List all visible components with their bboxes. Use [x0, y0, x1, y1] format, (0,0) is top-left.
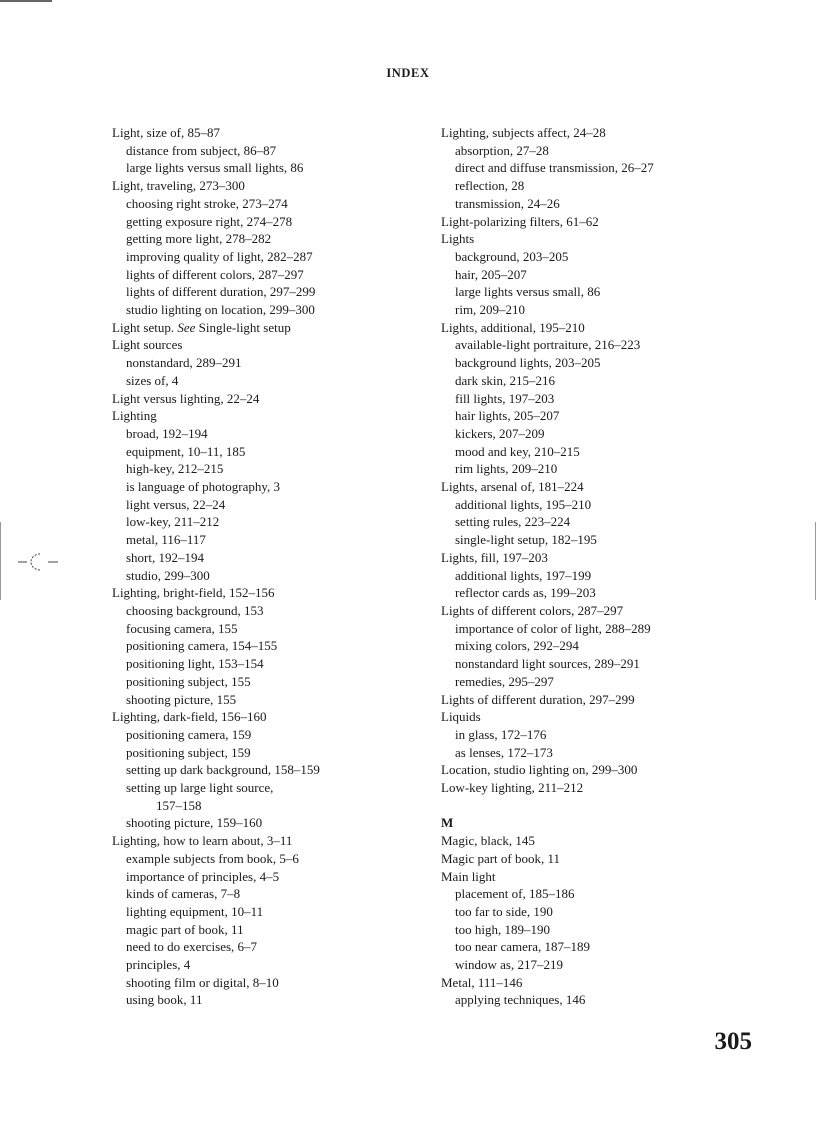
index-subentry: shooting film or digital, 8–10 — [126, 974, 279, 990]
index-subentry: remedies, 295–297 — [455, 673, 554, 689]
index-entry: Lighting, bright-field, 152–156 — [112, 585, 275, 601]
index-subentry: lights of different colors, 287–297 — [126, 266, 304, 282]
index-subentry: low-key, 211–212 — [126, 514, 220, 530]
index-subentry: background, 203–205 — [455, 248, 569, 264]
index-subentry: short, 192–194 — [126, 549, 204, 565]
index-entry: Main light — [441, 868, 496, 884]
index-entry: Lighting, how to learn about, 3–11 — [112, 833, 293, 849]
index-subentry: background lights, 203–205 — [455, 355, 601, 371]
running-head: INDEX — [386, 66, 430, 80]
index-subentry: broad, 192–194 — [126, 425, 208, 441]
index-subentry: setting rules, 223–224 — [455, 514, 571, 530]
index-subentry: equipment, 10–11, 185 — [126, 443, 246, 459]
crop-mark — [0, 522, 1, 600]
index-subentry: placement of, 185–186 — [455, 886, 575, 902]
index-subentry: setting up dark background, 158–159 — [126, 762, 320, 778]
index-subentry: improving quality of light, 282–287 — [126, 248, 313, 264]
index-subentry: kickers, 207–209 — [455, 425, 545, 441]
index-subentry: nonstandard light sources, 289–291 — [455, 656, 640, 672]
index-subentry: fill lights, 197–203 — [455, 390, 555, 406]
index-entry: Lights of different duration, 297–299 — [441, 691, 635, 707]
index-column-right — [441, 124, 761, 1009]
index-letter-heading: M — [441, 815, 454, 831]
index-subentry: too high, 189–190 — [455, 921, 550, 937]
index-entry: Metal, 111–146 — [441, 974, 523, 990]
index-subentry: shooting picture, 155 — [126, 691, 237, 707]
index-subentry: positioning subject, 159 — [126, 744, 251, 760]
index-entry: Light sources — [112, 337, 183, 353]
entry-text: Light setup. — [112, 319, 178, 335]
index-column-left — [112, 124, 412, 1009]
index-subentry: large lights versus small, 86 — [455, 284, 601, 300]
index-subentry: additional lights, 197–199 — [455, 567, 592, 583]
index-subentry: kinds of cameras, 7–8 — [126, 886, 241, 902]
index-subentry: using book, 11 — [126, 992, 203, 1008]
index-entry: Magic part of book, 11 — [441, 850, 561, 866]
index-subentry: lighting equipment, 10–11 — [126, 903, 264, 919]
index-subentry: hair lights, 205–207 — [455, 408, 560, 424]
index-subentry: high-key, 212–215 — [126, 461, 224, 477]
index-entry: Lighting, subjects affect, 24–28 — [441, 125, 606, 140]
index-subentry: hair, 205–207 — [455, 266, 527, 282]
index-subentry: dark skin, 215–216 — [455, 372, 556, 388]
index-subentry: as lenses, 172–173 — [455, 744, 553, 760]
index-subentry: distance from subject, 86–87 — [126, 142, 277, 158]
index-subentry: positioning camera, 159 — [126, 726, 252, 742]
index-subentry: nonstandard, 289–291 — [126, 355, 242, 371]
index-subentry: setting up large light source, — [126, 780, 274, 796]
index-entry: Lights, arsenal of, 181–224 — [441, 479, 584, 495]
index-subentry: studio lighting on location, 299–300 — [126, 302, 315, 318]
index-subentry: shooting picture, 159–160 — [126, 815, 263, 831]
index-subentry: magic part of book, 11 — [126, 921, 244, 937]
index-subentry: importance of principles, 4–5 — [126, 868, 280, 884]
index-entry: Magic, black, 145 — [441, 833, 535, 849]
index-subentry: reflector cards as, 199–203 — [455, 585, 596, 601]
section-spacer — [441, 797, 761, 815]
index-subentry: sizes of, 4 — [126, 372, 179, 388]
index-subentry: in glass, 172–176 — [455, 726, 547, 742]
index-entry: Lights — [441, 231, 475, 247]
index-subentry: getting more light, 278–282 — [126, 231, 272, 247]
index-subentry: mood and key, 210–215 — [455, 443, 580, 459]
index-subentry: lights of different duration, 297–299 — [126, 284, 316, 300]
index-entry: Lights, fill, 197–203 — [441, 549, 548, 565]
see-reference: See — [177, 319, 196, 335]
index-entry — [112, 319, 412, 337]
registration-mark-icon — [18, 550, 58, 574]
index-subentry: additional lights, 195–210 — [455, 496, 592, 512]
index-subentry: transmission, 24–26 — [455, 195, 560, 211]
index-subentry: light versus, 22–24 — [126, 496, 226, 512]
index-entry: Light versus lighting, 22–24 — [112, 390, 260, 406]
index-subentry: reflection, 28 — [455, 178, 525, 194]
page-number: 305 — [714, 1028, 752, 1055]
index-subentry: positioning subject, 155 — [126, 673, 251, 689]
index-entry: Lighting — [112, 408, 157, 424]
index-subentry: example subjects from book, 5–6 — [126, 850, 299, 866]
index-subentry: direct and diffuse transmission, 26–27 — [455, 160, 654, 176]
crop-mark — [0, 0, 52, 2]
index-subentry: too near camera, 187–189 — [455, 939, 591, 955]
index-entry: Light, size of, 85–87 — [112, 125, 220, 140]
index-entry: Lights, additional, 195–210 — [441, 319, 585, 335]
index-subentry: mixing colors, 292–294 — [455, 638, 579, 654]
index-entry: Lighting, dark-field, 156–160 — [112, 709, 267, 725]
index-subentry: getting exposure right, 274–278 — [126, 213, 293, 229]
index-entry: Light, traveling, 273–300 — [112, 178, 245, 194]
index-subentry: 157–158 — [156, 797, 202, 813]
index-subentry: applying techniques, 146 — [455, 992, 586, 1008]
index-subentry: need to do exercises, 6–7 — [126, 939, 258, 955]
index-subentry: rim, 209–210 — [455, 302, 526, 318]
index-subentry: choosing background, 153 — [126, 602, 264, 618]
index-subentry: metal, 116–117 — [126, 532, 206, 548]
index-subentry: large lights versus small lights, 86 — [126, 160, 304, 176]
index-subentry: window as, 217–219 — [455, 957, 563, 973]
index-subentry: single-light setup, 182–195 — [455, 532, 597, 548]
index-entry: Lights of different colors, 287–297 — [441, 602, 624, 618]
index-entry: Low-key lighting, 211–212 — [441, 780, 584, 796]
index-subentry: absorption, 27–28 — [455, 142, 549, 158]
index-subentry: positioning light, 153–154 — [126, 656, 264, 672]
index-entry: Location, studio lighting on, 299–300 — [441, 762, 638, 778]
index-subentry: too far to side, 190 — [455, 903, 553, 919]
index-subentry: positioning camera, 154–155 — [126, 638, 278, 654]
index-subentry: focusing camera, 155 — [126, 620, 238, 636]
index-subentry: studio, 299–300 — [126, 567, 210, 583]
index-subentry: rim lights, 209–210 — [455, 461, 558, 477]
index-subentry: available-light portraiture, 216–223 — [455, 337, 641, 353]
index-subentry: is language of photography, 3 — [126, 479, 281, 495]
index-subentry: importance of color of light, 288–289 — [455, 620, 651, 636]
see-target: Single-light setup — [195, 319, 291, 335]
index-subentry: principles, 4 — [126, 957, 191, 973]
index-subentry: choosing right stroke, 273–274 — [126, 195, 288, 211]
index-entry: Liquids — [441, 709, 481, 725]
index-entry: Light-polarizing filters, 61–62 — [441, 213, 599, 229]
